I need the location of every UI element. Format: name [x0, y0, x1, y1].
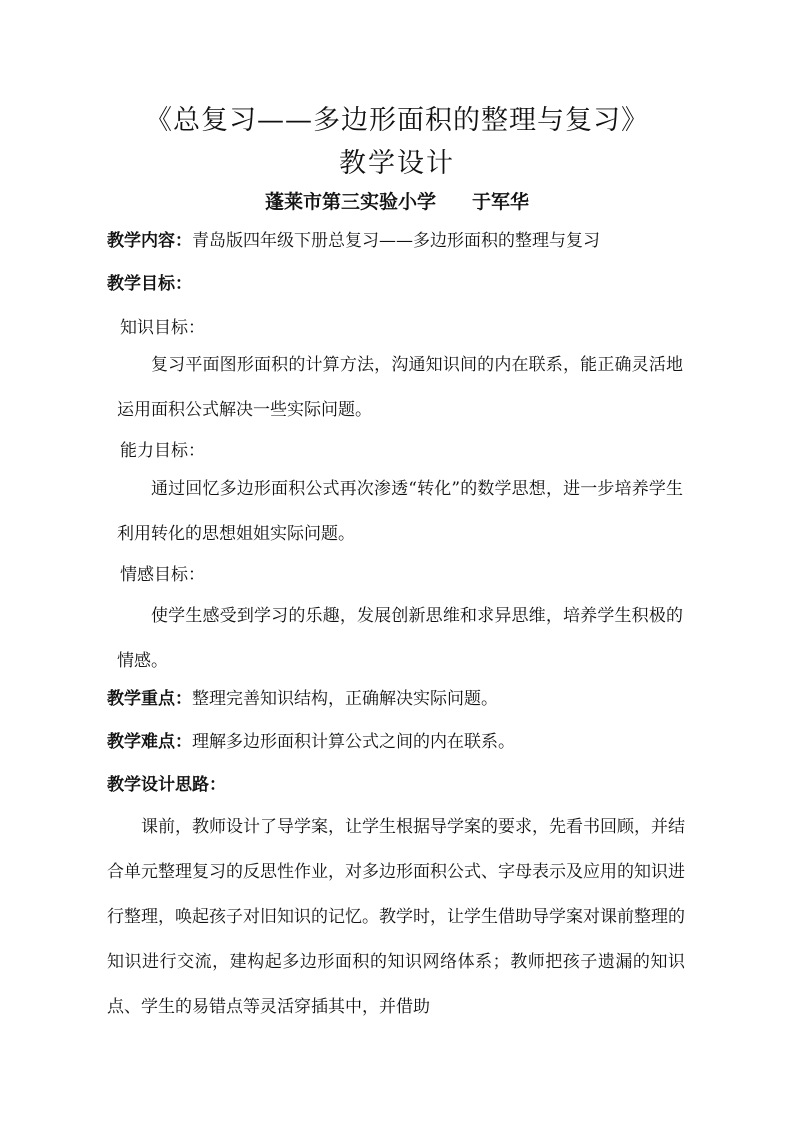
document-title: 《总复习——多边形面积的整理与复习》 — [145, 105, 649, 136]
document-subtitle: 教学设计 — [339, 148, 455, 179]
design-label: 教学设计思路： — [107, 775, 226, 795]
knowledge-objective-text: 复习平面图形面积的计算方法，沟通知识间的内在联系，能正确灵活地运用面积公式解决一些实际问题。 — [117, 355, 683, 420]
ability-objective-text: 通过回忆多边形面积公式再次渗透“转化”的数学思想，进一步培养学生利用转化的思想姐姐实际问题。 — [117, 479, 683, 544]
objectives-label: 教学目标： — [107, 274, 192, 294]
key-point-text: 整理完善知识结构，正确解决实际问题。 — [192, 689, 498, 709]
difficulty-label: 教学难点： — [107, 732, 192, 752]
difficulty-text: 理解多边形面积计算公式之间的内在联系。 — [192, 732, 515, 752]
objectives-heading — [107, 272, 192, 296]
design-heading — [107, 773, 226, 797]
key-point — [107, 687, 498, 711]
emotion-objective-text: 使学生感受到学习的乐趣，发展创新思维和求异思维，培养学生积极的情感。 — [117, 606, 683, 671]
teaching-content-label: 教学内容： — [107, 231, 192, 251]
ability-objective-label: 能力目标： — [120, 441, 205, 461]
difficulty — [107, 730, 515, 754]
author-name: 于军华 — [472, 191, 530, 213]
design-text: 课前，教师设计了导学案，让学生根据导学案的要求，先看书回顾，并结合单元整理复习的反思性作业，对多边形面积公式、字母表示及应用的知识进行整理，唤起孩子对旧知识的记忆。教学时，让学生借助导学案对课前整理的知识进行交流，建构起多边形面积的知识网络体系；教师把孩子遗漏的知识点、学生的易错点等灵活穿插其中，并借助 — [107, 817, 685, 1017]
school-name: 蓬莱市第三实验小学 — [264, 191, 436, 213]
knowledge-objective-label: 知识目标： — [120, 318, 205, 338]
key-point-label: 教学重点： — [107, 689, 192, 709]
author-line — [0, 187, 794, 214]
teaching-content-text: 青岛版四年级下册总复习——多边形面积的整理与复习 — [192, 231, 600, 251]
teaching-content — [107, 229, 600, 253]
emotion-objective-label: 情感目标： — [120, 565, 205, 585]
